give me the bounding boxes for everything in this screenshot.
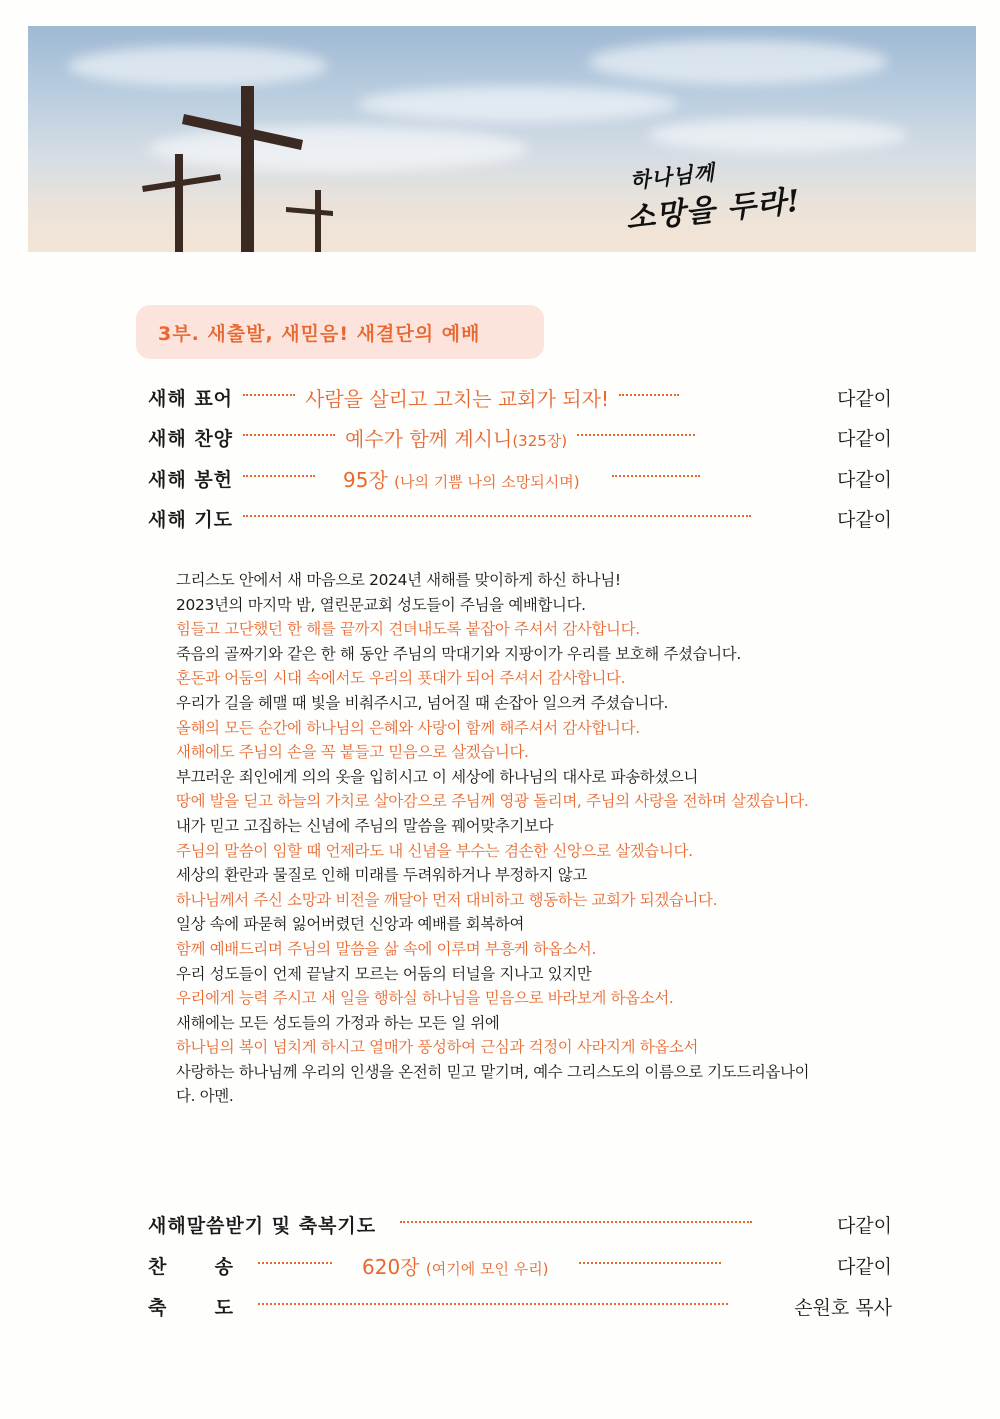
prayer-line: 2023년의 마지막 밤, 열린문교회 성도들이 주님을 예배합니다. [176,595,586,614]
order-label: 새해말씀받기 및 축복기도 [148,1214,377,1237]
order-label-char: 축 [148,1296,168,1319]
prayer-line: 올해의 모든 순간에 하나님의 은혜와 사랑이 함께 해주셔서 감사합니다. [176,718,640,737]
prayer-line: 하나님의 복이 넘치게 하시고 열매가 풍성하여 근심과 걱정이 사라지게 하옵소서 [176,1038,699,1057]
order-who: 다같이 [836,1214,892,1237]
hymn-number: 620장 [362,1254,420,1279]
order-row-benediction [148,1290,892,1322]
prayer-line: 혼돈과 어둠의 시대 속에서도 우리의 푯대가 되어 주셔서 감사합니다. [176,669,626,688]
order-label: 새해 봉헌 [148,468,234,491]
leader-dots [243,394,295,396]
leader-dots [258,1262,332,1264]
leader-dots [577,434,695,436]
leader-dots [258,1303,728,1305]
prayer-text [176,568,896,1109]
hymn-title: (여기에 모인 우리) [425,1259,549,1278]
order-row-motto [148,381,892,413]
leader-dots [243,475,315,477]
order-label-char: 찬 [148,1255,168,1278]
order-row-offering [148,462,892,494]
order-content: 사람을 살리고 고치는 교회가 되자! [305,386,609,411]
prayer-line: 다. 아멘. [176,1087,234,1106]
order-label-char: 도 [214,1296,234,1319]
leader-dots [400,1221,752,1223]
prayer-line: 힘들고 고단했던 한 해를 끝까지 견뎌내도록 붙잡아 주셔서 감사합니다. [176,620,640,639]
prayer-line: 함께 예배드리며 주님의 말씀을 삶 속에 이루며 부흥케 하옵소서. [176,939,597,958]
leader-dots [243,515,751,517]
order-content [343,464,580,493]
hymn-title: 예수가 함께 계시니 [345,426,513,451]
leader-dots [612,475,700,477]
prayer-line: 하나님께서 주신 소망과 비전을 깨달아 먼저 대비하고 행동하는 교회가 되겠습니다. [176,890,718,909]
order-who: 다같이 [836,387,892,410]
order-row-praise [148,1249,892,1281]
prayer-line: 일상 속에 파묻혀 잃어버렸던 신앙과 예배를 회복하여 [176,915,525,934]
order-label [148,1252,234,1279]
order-who: 다같이 [836,508,892,531]
prayer-line: 주님의 말씀이 임할 때 언제라도 내 신념을 부수는 겸손한 신앙으로 살겠습니다. [176,841,693,860]
prayer-line: 우리에게 능력 주시고 새 일을 행하실 하나님을 믿음으로 바라보게 하옵소서. [176,989,674,1008]
leader-dots [579,1262,721,1264]
hymn-title: (나의 기쁨 나의 소망되시며) [394,472,580,491]
prayer-line: 새해에도 주님의 손을 꼭 붙들고 믿음으로 살겠습니다. [176,743,529,762]
prayer-line: 부끄러운 죄인에게 의의 옷을 입히시고 이 세상에 하나님의 대사로 파송하셨으니 [176,767,699,786]
section-title: 3부. 새출발, 새믿음! 새결단의 예배 [158,322,481,345]
prayer-line: 죽음의 골짜기와 같은 한 해 동안 주님의 막대기와 지팡이가 우리를 보호해 주셨습니다. [176,644,741,663]
leader-dots [243,434,335,436]
hymn-number: (325장) [512,431,568,450]
header-banner [28,26,976,252]
order-row-blessing-word [148,1208,892,1240]
order-label: 새해 기도 [148,508,234,531]
order-who: 다같이 [836,468,892,491]
slogan-line-2: 소망을 두라! [624,183,803,237]
order-label [148,1293,234,1320]
slogan-line-1: 하나님께 [628,159,717,194]
order-label: 새해 찬양 [148,427,234,450]
prayer-line: 그리스도 안에서 새 마음으로 2024년 새해를 맞이하게 하신 하나님! [176,571,621,589]
prayer-line: 내가 믿고 고집하는 신념에 주님의 말씀을 꿰어맞추기보다 [176,816,554,835]
order-row-hymn [148,421,892,453]
order-who: 다같이 [836,1255,892,1278]
prayer-line: 사랑하는 하나님께 우리의 인생을 온전히 믿고 맡기며, 예수 그리스도의 이름으로 기도드리옵나이 [176,1062,810,1081]
prayer-line: 새해에는 모든 성도들의 가정과 하는 모든 일 위에 [176,1013,500,1032]
section-title-box [136,305,544,359]
order-row-prayer [148,502,892,534]
prayer-line: 세상의 환란과 물질로 인해 미래를 두려워하거나 부정하지 않고 [176,866,587,885]
order-who: 다같이 [836,427,892,450]
hymn-number: 95장 [343,467,388,492]
prayer-line: 땅에 발을 딛고 하늘의 가치로 살아감으로 주님께 영광 돌리며, 주님의 사랑을 전하며 살겠습니다. [176,792,809,811]
prayer-line: 우리가 길을 헤맬 때 빛을 비춰주시고, 넘어질 때 손잡아 일으켜 주셨습니다. [176,693,669,712]
order-content [362,1251,549,1280]
order-label-char: 송 [214,1255,234,1278]
leader-dots [619,394,679,396]
order-who: 손원호 목사 [794,1296,892,1319]
prayer-line: 우리 성도들이 언제 끝날지 모르는 어둠의 터널을 지나고 있지만 [176,964,592,983]
order-content [345,423,567,452]
order-label: 새해 표어 [148,387,234,410]
